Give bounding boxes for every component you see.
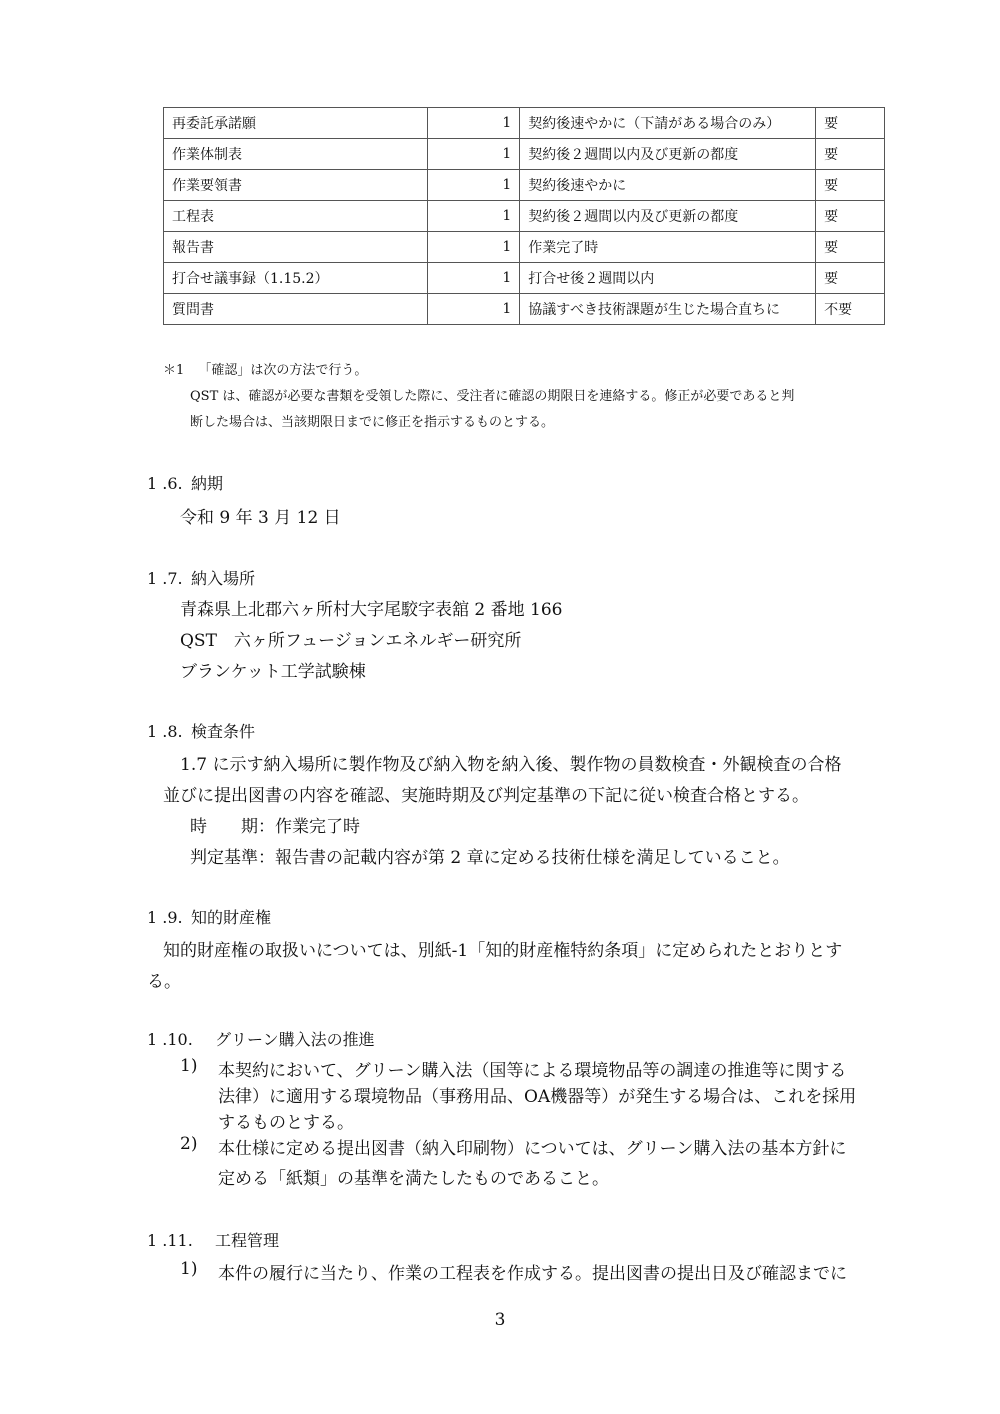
schedule-item-1-line-1: 本件の履行に当たり、作業の工程表を作成する。提出図書の提出日及び確認までに xyxy=(218,1264,847,1284)
table-row xyxy=(164,232,885,263)
quantity-cell: 1 xyxy=(427,139,520,170)
quantity-cell: 1 xyxy=(427,294,520,325)
delivery-building: ブランケット工学試験棟 xyxy=(180,662,366,682)
table-row xyxy=(164,201,885,232)
document-name-cell: 打合せ議事録（1.15.2） xyxy=(164,263,428,294)
note-title: 「確認」は次の方法で行う。 xyxy=(198,363,368,378)
submission-timing-cell: 契約後速やかに（下請がある場合のみ） xyxy=(520,108,816,139)
confirmation-note-heading xyxy=(163,358,367,384)
section-number: 1 .9. xyxy=(147,908,183,927)
quantity-cell: 1 xyxy=(427,201,520,232)
section-heading-delivery-date xyxy=(147,471,223,494)
section-title: 納入場所 xyxy=(191,569,256,588)
section-heading-delivery-place xyxy=(147,566,255,589)
document-name-cell: 作業要領書 xyxy=(164,170,428,201)
green-item-1-line-3: するものとする。 xyxy=(218,1113,354,1133)
document-name-cell: 工程表 xyxy=(164,201,428,232)
section-number: 1 .8. xyxy=(147,722,183,741)
section-number: 1 .6. xyxy=(147,474,183,493)
submission-timing-cell: 作業完了時 xyxy=(520,232,816,263)
section-title: 納期 xyxy=(191,474,224,493)
table-row xyxy=(164,294,885,325)
delivery-date: 令和 9 年 3 月 12 日 xyxy=(180,508,341,528)
section-number: 1 .7. xyxy=(147,569,183,588)
table-row xyxy=(164,139,885,170)
section-title: 工程管理 xyxy=(215,1231,280,1250)
submission-timing-cell: 協議すべき技術課題が生じた場合直ちに xyxy=(520,294,816,325)
section-heading-inspection xyxy=(147,719,255,742)
submission-timing-cell: 打合せ後２週間以内 xyxy=(520,263,816,294)
confirmation-cell: 要 xyxy=(816,139,885,170)
section-title: 知的財産権 xyxy=(191,908,272,927)
quantity-cell: 1 xyxy=(427,263,520,294)
ip-text-1: 知的財産権の取扱いについては、別紙-1「知的財産権特約条項」に定められたとおりとす xyxy=(163,941,843,961)
item-number: 1) xyxy=(180,1259,198,1279)
submission-timing-cell: 契約後速やかに xyxy=(520,170,816,201)
table-row xyxy=(164,263,885,294)
note-marker: ＊1 xyxy=(163,363,185,378)
delivery-institute: QST 六ヶ所フュージョンエネルギー研究所 xyxy=(180,631,522,651)
document-name-cell: 報告書 xyxy=(164,232,428,263)
document-name-cell: 質問書 xyxy=(164,294,428,325)
note-line-2: 断した場合は、当該期限日までに修正を指示するものとする。 xyxy=(190,415,555,430)
section-heading-green-purchasing xyxy=(147,1027,375,1050)
inspection-text-2: 並びに提出図書の内容を確認、実施時期及び判定基準の下記に従い検査合格とする。 xyxy=(163,786,809,806)
item-number: 2) xyxy=(180,1134,198,1154)
inspection-timing: 時 期：作業完了時 xyxy=(190,817,360,837)
section-heading-schedule xyxy=(147,1228,279,1251)
confirmation-cell: 要 xyxy=(816,108,885,139)
section-heading-ip xyxy=(147,905,271,928)
section-title: 検査条件 xyxy=(191,722,256,741)
submission-timing-cell: 契約後２週間以内及び更新の都度 xyxy=(520,201,816,232)
confirmation-cell: 要 xyxy=(816,170,885,201)
table-row xyxy=(164,108,885,139)
confirmation-cell: 要 xyxy=(816,232,885,263)
note-line-1: QST は、確認が必要な書類を受領した際に、受注者に確認の期限日を連絡する。修正が必要であると判 xyxy=(190,389,795,404)
page-number: 3 xyxy=(494,1310,506,1330)
green-item-1-line-1: 本契約において、グリーン購入法（国等による環境物品等の調達の推進等に関する xyxy=(218,1061,847,1081)
ip-text-2: る。 xyxy=(147,972,181,992)
section-title: グリーン購入法の推進 xyxy=(215,1030,375,1049)
inspection-text-1: 1.7 に示す納入場所に製作物及び納入物を納入後、製作物の員数検査・外観検査の合格 xyxy=(180,755,842,775)
delivery-address: 青森県上北郡六ヶ所村大字尾駮字表舘 2 番地 166 xyxy=(180,600,563,620)
confirmation-cell: 不要 xyxy=(816,294,885,325)
quantity-cell: 1 xyxy=(427,232,520,263)
quantity-cell: 1 xyxy=(427,108,520,139)
green-item-1-line-2: 法律）に適用する環境物品（事務用品、OA機器等）が発生する場合は、これを採用 xyxy=(218,1087,857,1107)
section-number: 1 .10. xyxy=(147,1030,193,1049)
document-name-cell: 再委託承諾願 xyxy=(164,108,428,139)
table-row xyxy=(164,170,885,201)
quantity-cell: 1 xyxy=(427,170,520,201)
inspection-criteria: 判定基準：報告書の記載内容が第 2 章に定める技術仕様を満足していること。 xyxy=(190,848,790,868)
document-name-cell: 作業体制表 xyxy=(164,139,428,170)
item-number: 1) xyxy=(180,1056,198,1076)
confirmation-cell: 要 xyxy=(816,201,885,232)
confirmation-cell: 要 xyxy=(816,263,885,294)
section-number: 1 .11. xyxy=(147,1231,193,1250)
green-item-2-line-2: 定める「紙類」の基準を満たしたものであること。 xyxy=(218,1169,609,1189)
submission-documents-table xyxy=(163,107,885,325)
submission-timing-cell: 契約後２週間以内及び更新の都度 xyxy=(520,139,816,170)
green-item-2-line-1: 本仕様に定める提出図書（納入印刷物）については、グリーン購入法の基本方針に xyxy=(218,1139,847,1159)
